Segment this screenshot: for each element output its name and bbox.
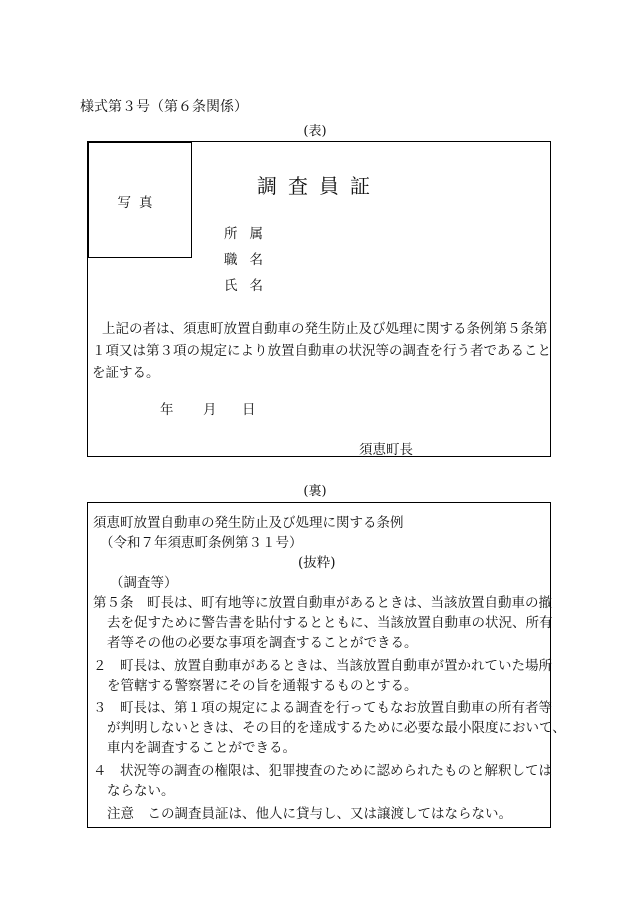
paragraph-2-line: を管轄する警察署にその旨を通報するものとする。 <box>107 678 418 694</box>
date-month-label: 月 <box>203 402 217 418</box>
id-card-front <box>87 141 551 457</box>
back-side-heading: (裏) <box>303 484 327 499</box>
id-card-back <box>87 502 566 828</box>
article-line: 者等その他の必要な事項を調査することができる。 <box>107 635 418 651</box>
job-title-label: 職名 <box>224 252 275 268</box>
date-day-label: 日 <box>242 402 256 418</box>
certification-line: を証する。 <box>92 365 160 381</box>
card-title: 調査員証 <box>257 174 381 198</box>
paragraph-3-line: 車内を調査することができる。 <box>107 740 296 756</box>
signatory: 須恵町長 <box>359 442 413 458</box>
paragraph-4-line: ならない。 <box>107 783 175 799</box>
photo-label: 写真 <box>117 195 161 211</box>
certification-line: １項又は第３項の規定により放置自動車の状況等の調査を行う者であること <box>92 343 551 359</box>
paragraph-3-line: が判明しないときは、その目的を達成するために必要な最小限度において、 <box>107 720 566 736</box>
ordinance-number: （令和７年須恵町条例第３１号） <box>100 535 303 551</box>
article-line: 去を促すために警告書を貼付するとともに、当該放置自動車の状況、所有 <box>107 615 553 631</box>
excerpt-label: (抜粋) <box>298 555 336 571</box>
affiliation-label: 所属 <box>224 226 275 242</box>
certification-line: 上記の者は、須恵町放置自動車の発生防止及び処理に関する条例第５条第 <box>102 321 548 337</box>
article-line: 第５条 町長は、町有地等に放置自動車があるときは、当該放置自動車の撤 <box>93 595 552 611</box>
date-year-label: 年 <box>160 402 174 418</box>
certification-text <box>88 318 550 384</box>
name-label: 氏名 <box>224 278 275 294</box>
form-number: 様式第３号（第６条関係） <box>80 99 248 115</box>
front-side-heading: (表) <box>303 124 327 139</box>
paragraph-2-line: ２ 町長は、放置自動車があるときは、当該放置自動車が置かれていた場所 <box>93 658 552 674</box>
article-caption: （調査等） <box>110 575 178 591</box>
caution-note: 注意 この調査員証は、他人に貸与し、又は譲渡してはならない。 <box>107 806 512 822</box>
paragraph-3-line: ３ 町長は、第１項の規定による調査を行ってもなお放置自動車の所有者等 <box>93 700 552 716</box>
photo-placeholder <box>88 142 192 258</box>
ordinance-title: 須恵町放置自動車の発生防止及び処理に関する条例 <box>93 515 404 531</box>
paragraph-4-line: ４ 状況等の調査の権限は、犯罪捜査のために認められたものと解釈しては <box>93 763 552 779</box>
